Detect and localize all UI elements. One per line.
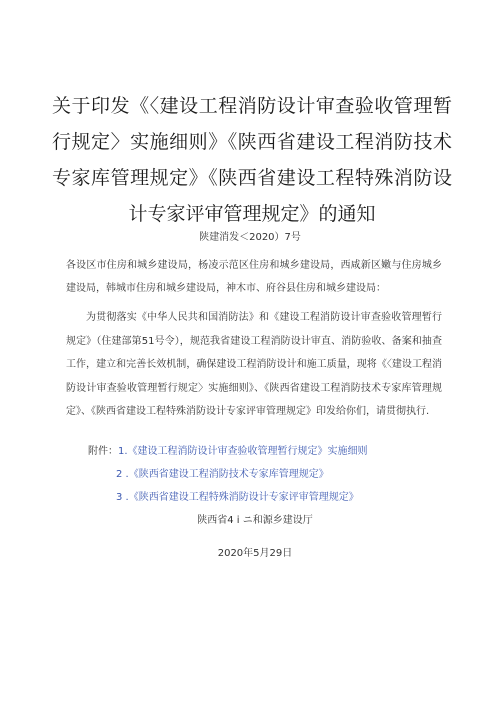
attachment-link-2[interactable]: 2 .《陕西省建设工程消防技术专家库管理规定》 (116, 469, 329, 480)
issue-date: 2020年5月29日 (217, 548, 293, 559)
issuing-authority: 陕西省4 i ニ和源乡建设厅 (197, 515, 313, 526)
attachment-link-1[interactable]: 1.《建设工程消防设计审查验收管理暂行规定》实施细则 (118, 446, 368, 457)
attachment-link-3[interactable]: 3 .《陕西省建设工程特殊消防设计专家评审管理规定》 (116, 492, 359, 503)
attachment-row-3 (88, 486, 448, 509)
recipients-line: 各设区市住房和城乡建设局，杨凌示范区住房和城乡建设局，西咸新区嫩与住房城乡建设局，韩城市住房和城乡建设局，神木市、府谷县住房和城乡建设局： (66, 260, 442, 294)
notice-title: 关于印发《〈建设工程消防设计审查验收管理暂行规定〉实施细则》《陕西省建设工程消防技术专家库管理规定》《陕西省建设工程特殊消防设计专家评审管理规定》的通知 (52, 95, 452, 225)
document-number: 陕建消发＜2020）7号 (199, 232, 301, 243)
attachments-label: 附件： (88, 446, 118, 457)
attachment-row-2 (88, 463, 448, 486)
body-paragraph: 为贯彻落实《中华人民共和国消防法》和《建设工程消防设计审查验收管理暂行规定》（住建部第51号令），规范我省建设工程消防设计审直、消防验收、备案和抽查工作，建立和完善长效机制，确保建设工程消防设计和施工质量，现将《〈建设工程消防设计审查验收管理暂行规定〉实施细则》、《陕西省建设工程消防技术专家库管理规定》、《陕西省建设工程特殊消防设计专家评审管理规定》印发给你们，请贯彻执行. (66, 312, 442, 417)
attachments-list (88, 440, 448, 509)
attachment-row-1 (88, 440, 448, 463)
